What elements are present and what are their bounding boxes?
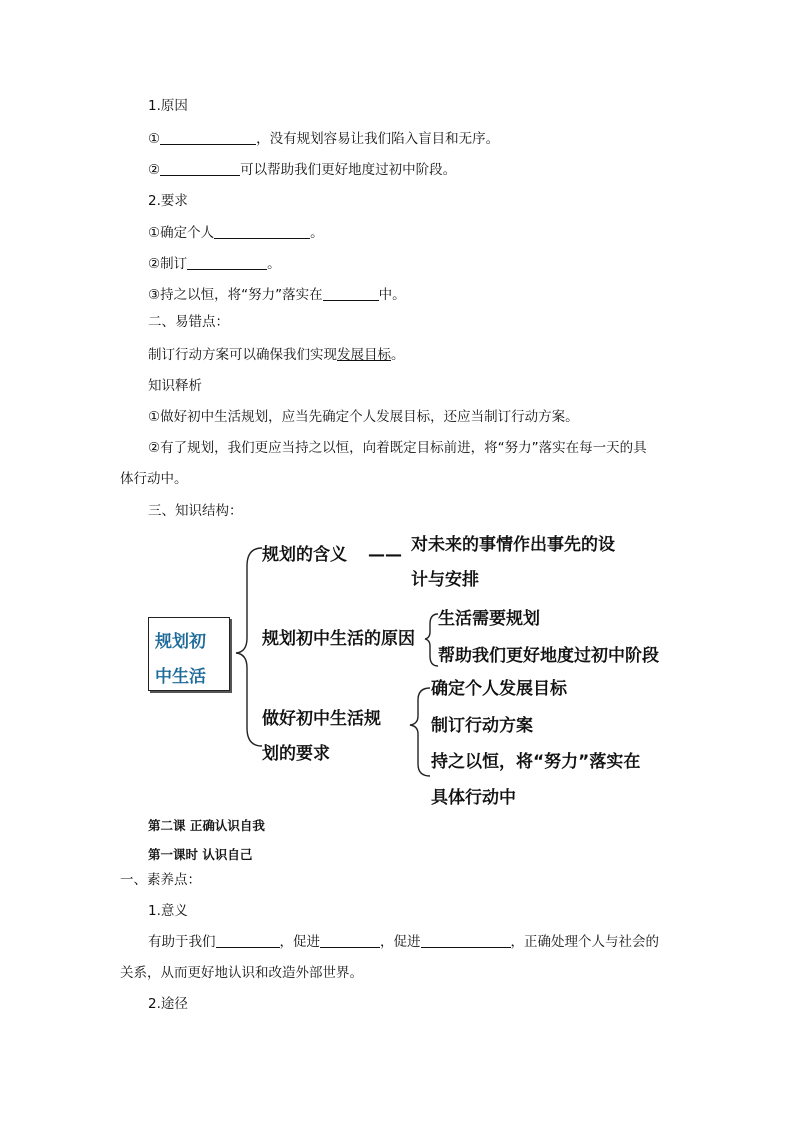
requirement-brace (410, 688, 430, 776)
reason-text: 可以帮助我们更好地度过初中阶段。 (240, 162, 457, 178)
meaning-line-1 (148, 933, 659, 951)
meaning-text: ，正确处理个人与社会的 (510, 934, 659, 950)
reason-brace (425, 614, 438, 666)
requirement-item: 确定个人发展目标 (431, 679, 567, 699)
meaning-text: 有助于我们 (148, 934, 216, 950)
period-title: 第一课时 认识自己 (148, 847, 253, 862)
statement-text: 制订行动方案可以确保我们实现 (148, 347, 337, 363)
marker: ① (148, 131, 161, 147)
branch-reasons: 规划初中生活的原因 (262, 629, 415, 649)
error-point-heading: 二、易错点： (148, 314, 229, 330)
req-text: 。 (267, 256, 281, 272)
analysis-line-2: ②有了规划，我们更应当持之以恒，向着既定目标前进，将“努力”落实在每一天的具 (148, 440, 647, 456)
req-text: ③持之以恒，将“努力”落实在 (148, 287, 323, 303)
lesson-title: 第二课 正确认识自我 (148, 818, 265, 833)
req-text: ②制订 (148, 256, 188, 272)
requirement-item: 制订行动方案 (431, 716, 533, 736)
fill-blank[interactable] (320, 933, 380, 948)
statement-underlined: 发展目标 (337, 347, 391, 363)
analysis-line-3: 体行动中。 (120, 471, 188, 487)
fill-blank[interactable] (216, 933, 280, 948)
marker: ② (148, 162, 161, 178)
main-brace (236, 548, 262, 746)
req-text: 。 (310, 225, 324, 241)
requirement-item: 持之以恒，将“努力”落实在 (431, 752, 641, 772)
requirement-heading: 2.要求 (148, 193, 188, 209)
root-node (148, 617, 230, 691)
fill-blank[interactable] (421, 933, 511, 948)
root-label: 规划初 (155, 632, 206, 652)
reason-text: ，没有规划容易让我们陷入盲目和无序。 (256, 131, 500, 147)
branch-requirements: 划的要求 (262, 744, 330, 764)
branch-dash: —— (368, 545, 402, 565)
reason-heading: 1.原因 (148, 98, 188, 114)
meaning-definition: 计与安排 (411, 570, 479, 590)
analysis-line-1: ①做好初中生活规划，应当先确定个人发展目标，还应当制订行动方案。 (148, 409, 579, 425)
meaning-definition: 对未来的事情作出事先的设 (411, 535, 615, 555)
meaning-line-2: 关系，从而更好地认识和改造外部世界。 (120, 965, 363, 981)
reason-item: 生活需要规划 (438, 609, 540, 629)
literacy-heading: 一、素养点： (120, 872, 201, 888)
structure-heading: 三、知识结构： (148, 503, 243, 519)
requirement-item: 具体行动中 (431, 788, 516, 808)
meaning-text: ，促进 (279, 934, 320, 950)
branch-meaning: 规划的含义 (262, 545, 347, 565)
branch-requirements: 做好初中生活规 (262, 709, 381, 729)
root-label: 中生活 (155, 667, 206, 687)
meaning-heading: 1.意义 (148, 903, 188, 919)
analysis-heading: 知识释析 (148, 378, 202, 394)
req-text: 中。 (378, 287, 406, 303)
reason-item: 帮助我们更好地度过初中阶段 (438, 646, 659, 666)
req-text: ①确定个人 (148, 225, 215, 241)
path-heading: 2.途径 (148, 996, 188, 1012)
statement-text: 。 (391, 347, 405, 363)
meaning-text: ，促进 (380, 934, 421, 950)
